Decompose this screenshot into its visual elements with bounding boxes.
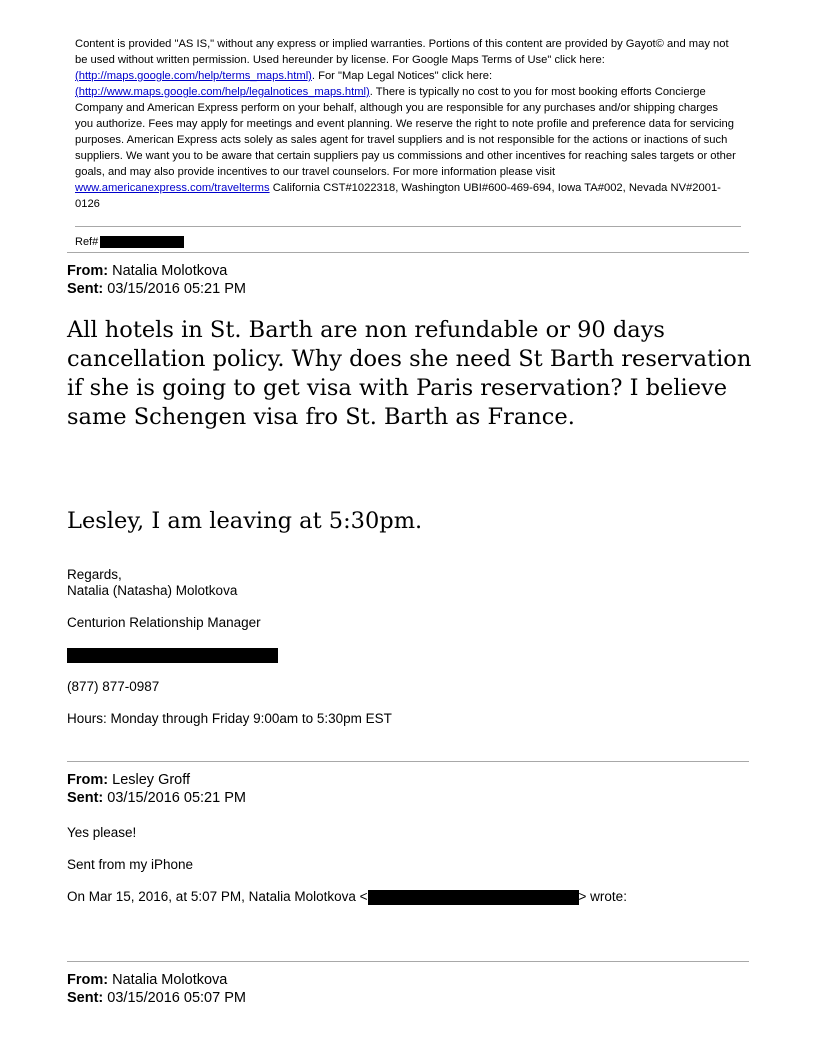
email-body-second: Lesley, I am leaving at 5:30pm. bbox=[67, 508, 423, 534]
email-header bbox=[67, 771, 246, 807]
quoted-intro-suffix: > wrote: bbox=[578, 889, 627, 904]
ref-label: Ref# bbox=[75, 236, 99, 248]
redacted-block bbox=[67, 648, 278, 663]
phone-number: (877) 877-0987 bbox=[67, 679, 160, 694]
divider bbox=[67, 252, 749, 253]
redacted-block bbox=[100, 236, 184, 248]
map-legal-notices-link[interactable]: (http://www.maps.google.com/help/legalnotices_maps.html) bbox=[75, 86, 370, 98]
sent-value: 03/15/2016 05:07 PM bbox=[107, 990, 246, 1006]
sent-from-note: Sent from my iPhone bbox=[67, 857, 194, 872]
signature-title: Centurion Relationship Manager bbox=[67, 615, 261, 630]
disclaimer-part-4: California CST#1022318, Washington UBI#600-469-694, Iowa TA#002, Nevada NV#2001-0126 bbox=[75, 182, 721, 210]
disclaimer-part-1: Content is provided "AS IS," without any express or implied warranties. Portions of this content are provided by Gayot© and may not be used without written permission. Used hereunder by license. For Google Maps Terms of Use" click here: bbox=[75, 38, 729, 66]
from-label: From: bbox=[67, 263, 109, 279]
reference-number bbox=[75, 235, 184, 249]
divider bbox=[75, 226, 741, 227]
divider bbox=[67, 761, 749, 762]
travel-terms-link[interactable]: www.americanexpress.com/travelterms bbox=[75, 182, 270, 194]
redacted-block bbox=[368, 890, 579, 905]
sent-label: Sent: bbox=[67, 281, 104, 297]
divider bbox=[67, 961, 749, 962]
email-header bbox=[67, 971, 246, 1007]
sent-label: Sent: bbox=[67, 790, 104, 806]
disclaimer-text bbox=[75, 36, 739, 212]
office-hours: Hours: Monday through Friday 9:00am to 5:30pm EST bbox=[67, 711, 392, 726]
email-header bbox=[67, 262, 246, 298]
regards: Regards, bbox=[67, 567, 122, 582]
signature bbox=[67, 567, 237, 599]
from-label: From: bbox=[67, 972, 109, 988]
sent-label: Sent: bbox=[67, 990, 104, 1006]
quoted-intro bbox=[67, 889, 627, 905]
google-maps-terms-link[interactable]: (http://maps.google.com/help/terms_maps.html) bbox=[75, 70, 312, 82]
disclaimer-part-2: . For "Map Legal Notices" click here: bbox=[311, 70, 493, 82]
email-body: All hotels in St. Barth are non refundable or 90 days cancellation policy. Why does she need St Barth reservation if she is going to get visa with Paris reservation? I believe same Schengen visa fro St. Barth as France. bbox=[67, 317, 752, 430]
from-value: Lesley Groff bbox=[112, 772, 191, 788]
from-label: From: bbox=[67, 772, 109, 788]
disclaimer-part-3: . There is typically no cost to you for most booking efforts Concierge Company and American Express perform on your behalf, although you are responsible for any purchases and/or shipping charges you authorize. Fees may apply for meetings and event planning. We reserve the right to note profile and preference data for servicing purposes. American Express acts solely as sales agent for travel suppliers and is not responsible for the actions or inactions of such suppliers. We want you to be aware that certain suppliers pay us commissions and other incentives for reaching sales targets or other goals, and may also provide incentives to our travel counselors. For more information please visit bbox=[75, 86, 736, 178]
sent-value: 03/15/2016 05:21 PM bbox=[107, 281, 246, 297]
email-body: Yes please! bbox=[67, 825, 137, 840]
signature-name: Natalia (Natasha) Molotkova bbox=[67, 583, 238, 598]
from-value: Natalia Molotkova bbox=[112, 263, 228, 279]
quoted-intro-text: On Mar 15, 2016, at 5:07 PM, Natalia Molotkova < bbox=[67, 889, 368, 904]
from-value: Natalia Molotkova bbox=[112, 972, 228, 988]
sent-value: 03/15/2016 05:21 PM bbox=[107, 790, 246, 806]
